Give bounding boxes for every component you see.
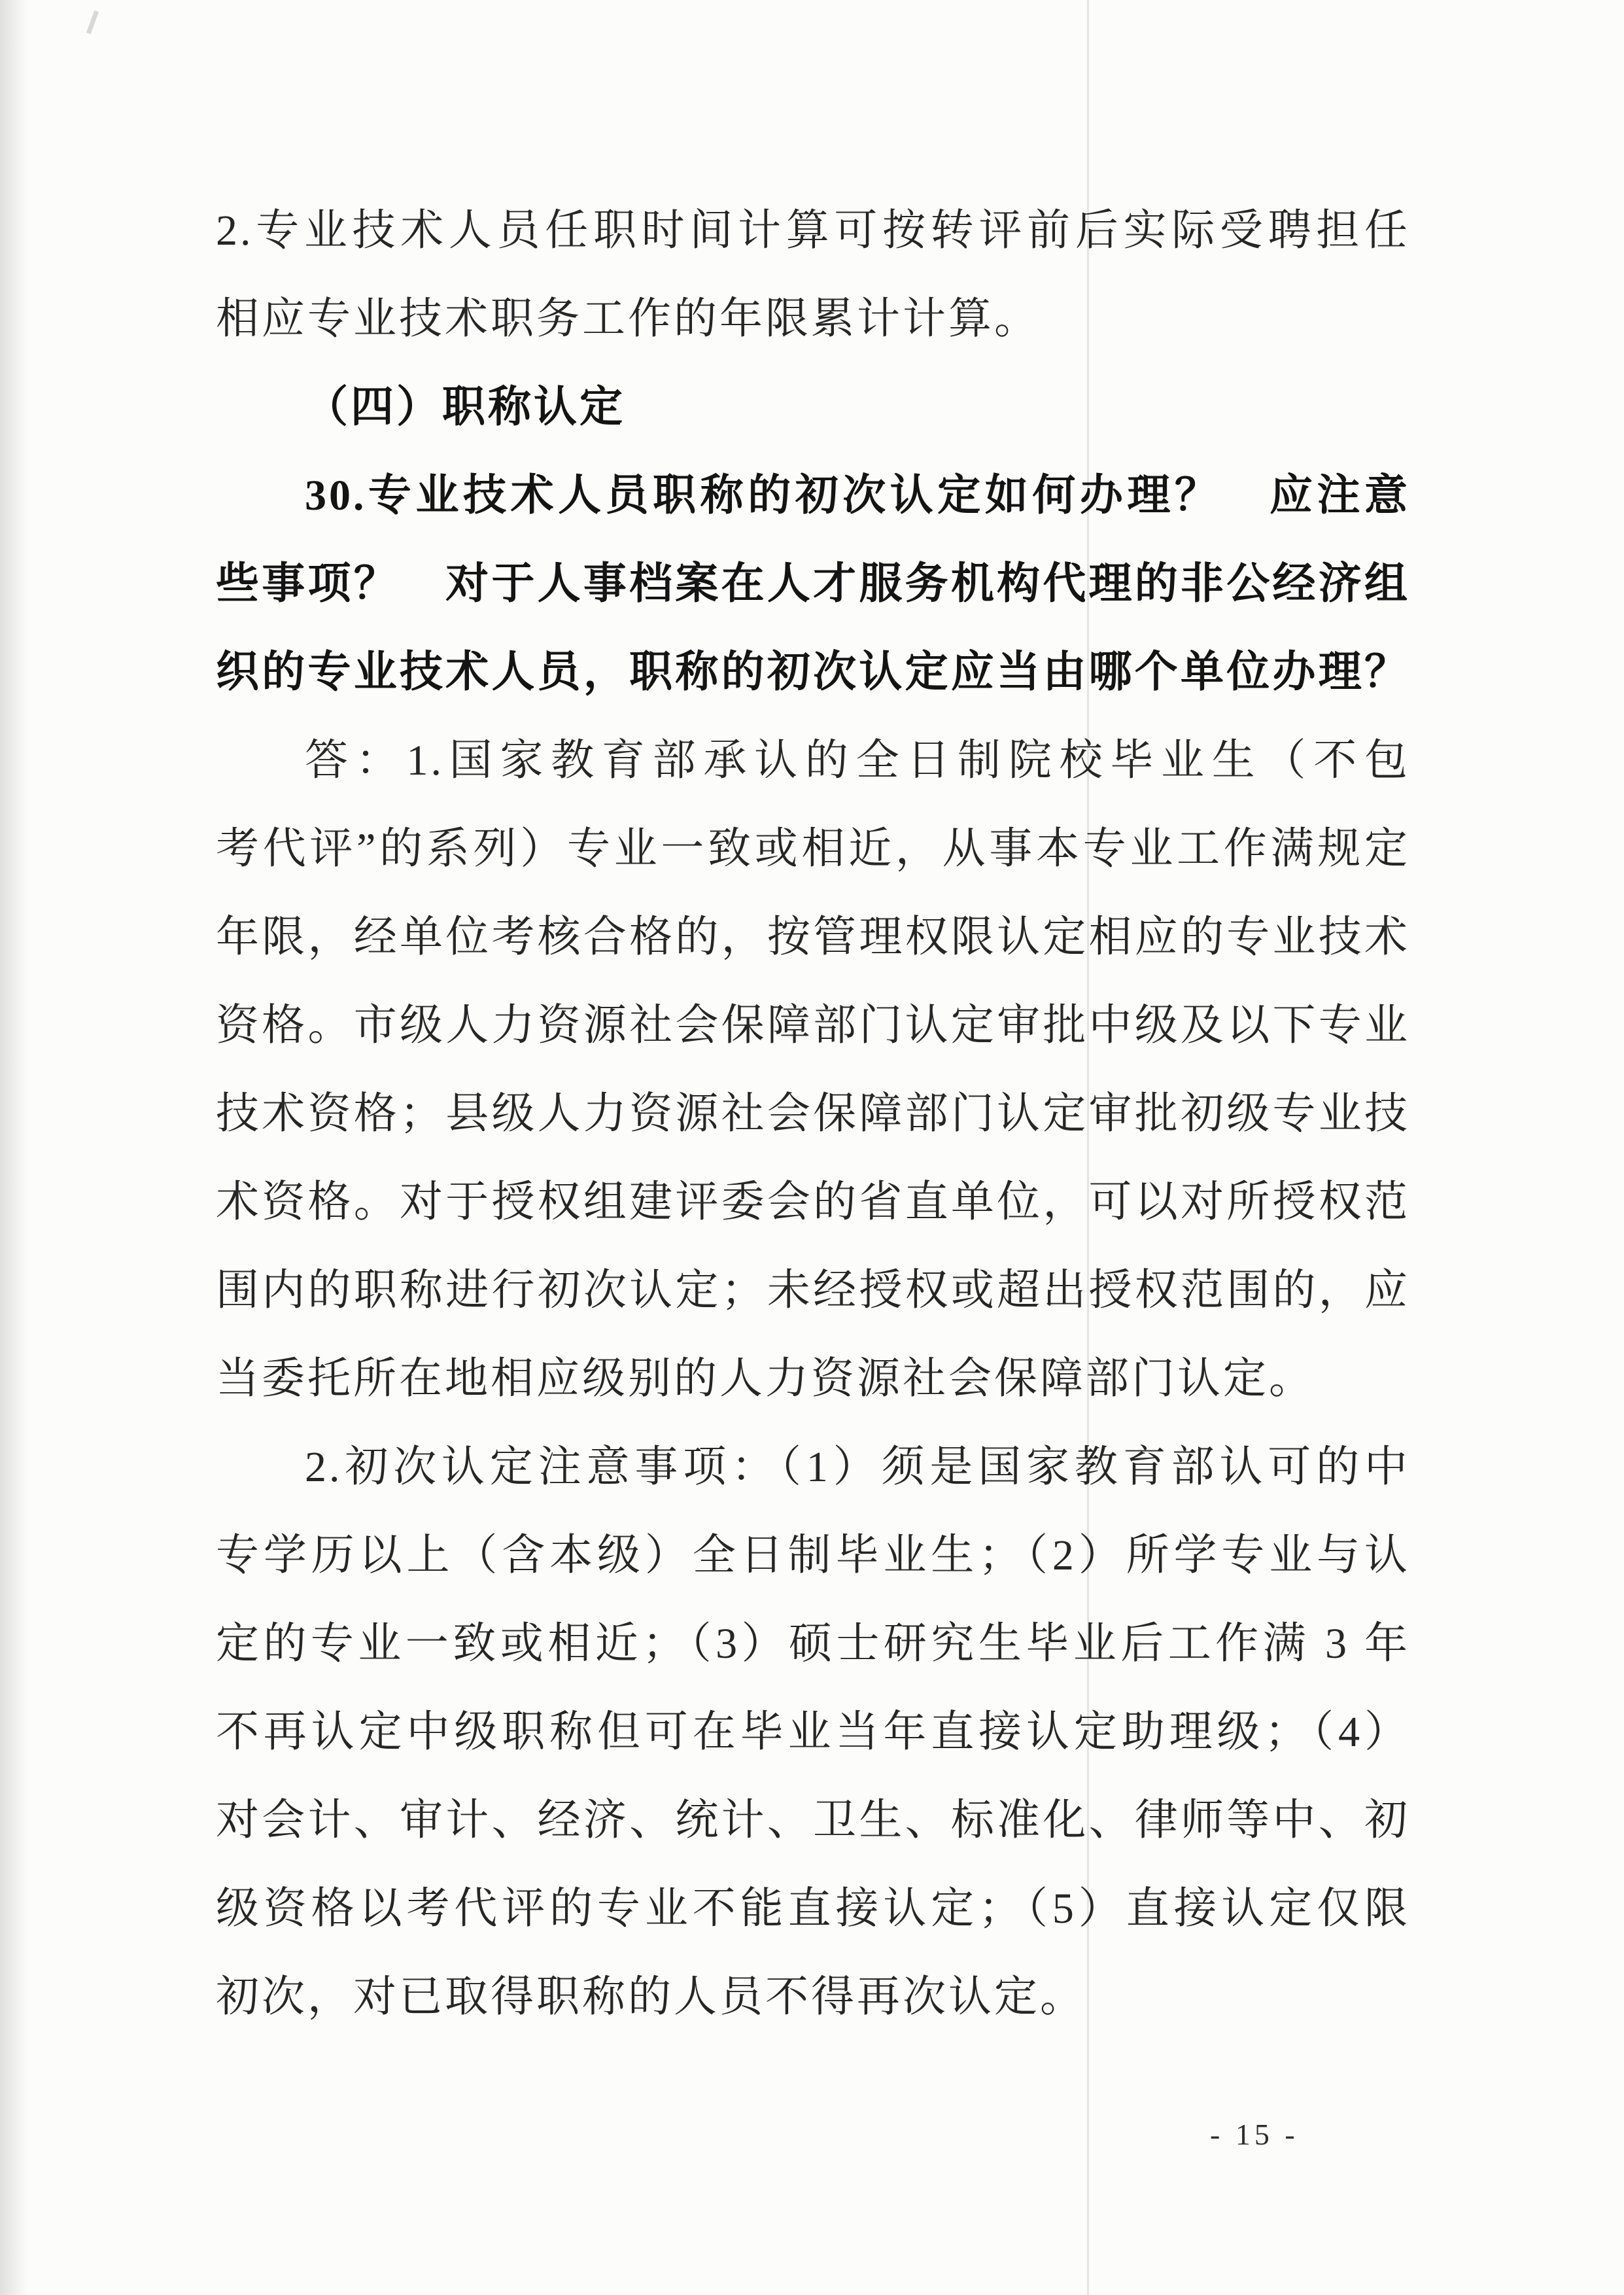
text-line: 答：1.国家教育部承认的全日制院校毕业生（不包 xyxy=(305,737,1410,784)
text-line: 考代评”的系列）专业一致或相近，从事本专业工作满规定 xyxy=(216,825,1410,873)
text-line: 技术资格；县级人力资源社会保障部门认定审批初级专业技 xyxy=(216,1090,1410,1138)
text-line: 不再认定中级职称但可在毕业当年直接认定助理级；（4） xyxy=(216,1708,1410,1756)
scan-debris-mark xyxy=(86,10,99,34)
text-line: 2.专业技术人员任职时间计算可按转评前后实际受聘担任 xyxy=(216,207,1410,254)
text-line: 相应专业技术职务工作的年限累计计算。 xyxy=(216,295,1040,343)
text-line: 年限，经单位考核合格的，按管理权限认定相应的专业技术 xyxy=(216,913,1410,961)
text-line: 定的专业一致或相近；（3）硕士研究生毕业后工作满 3 年 xyxy=(216,1620,1410,1668)
question-heading-line: 30.专业技术人员职称的初次认定如何办理？ 应注意 xyxy=(305,472,1410,519)
text-line: 资格。市级人力资源社会保障部门认定审批中级及以下专业 xyxy=(216,1002,1410,1049)
text-line: 初次，对已取得职称的人员不得再次认定。 xyxy=(216,1973,1086,2021)
body-text xyxy=(216,186,1410,2041)
text-line: 2.初次认定注意事项：（1）须是国家教育部认可的中 xyxy=(305,1443,1410,1491)
question-heading-line: 织的专业技术人员，职称的初次认定应当由哪个单位办理？ xyxy=(216,648,1410,696)
text-line: 级资格以考代评的专业不能直接认定；（5）直接认定仅限 xyxy=(216,1885,1410,1933)
text-line: 当委托所在地相应级别的人力资源社会保障部门认定。 xyxy=(216,1355,1315,1403)
text-line: 专学历以上（含本级）全日制毕业生；（2）所学专业与认 xyxy=(216,1532,1410,1579)
section-heading-line: （四）职称认定 xyxy=(305,383,625,431)
text-line: 对会计、审计、经济、统计、卫生、标准化、律师等中、初 xyxy=(216,1796,1410,1844)
scan-edge-shadow xyxy=(0,0,27,2295)
question-heading-line: 些事项？ 对于人事档案在人才服务机构代理的非公经济组 xyxy=(216,560,1410,608)
text-line: 术资格。对于授权组建评委会的省直单位，可以对所授权范 xyxy=(216,1178,1410,1226)
text-line: 围内的职称进行初次认定；未经授权或超出授权范围的，应 xyxy=(216,1267,1410,1314)
page-number: - 15 - xyxy=(1210,2118,1299,2151)
